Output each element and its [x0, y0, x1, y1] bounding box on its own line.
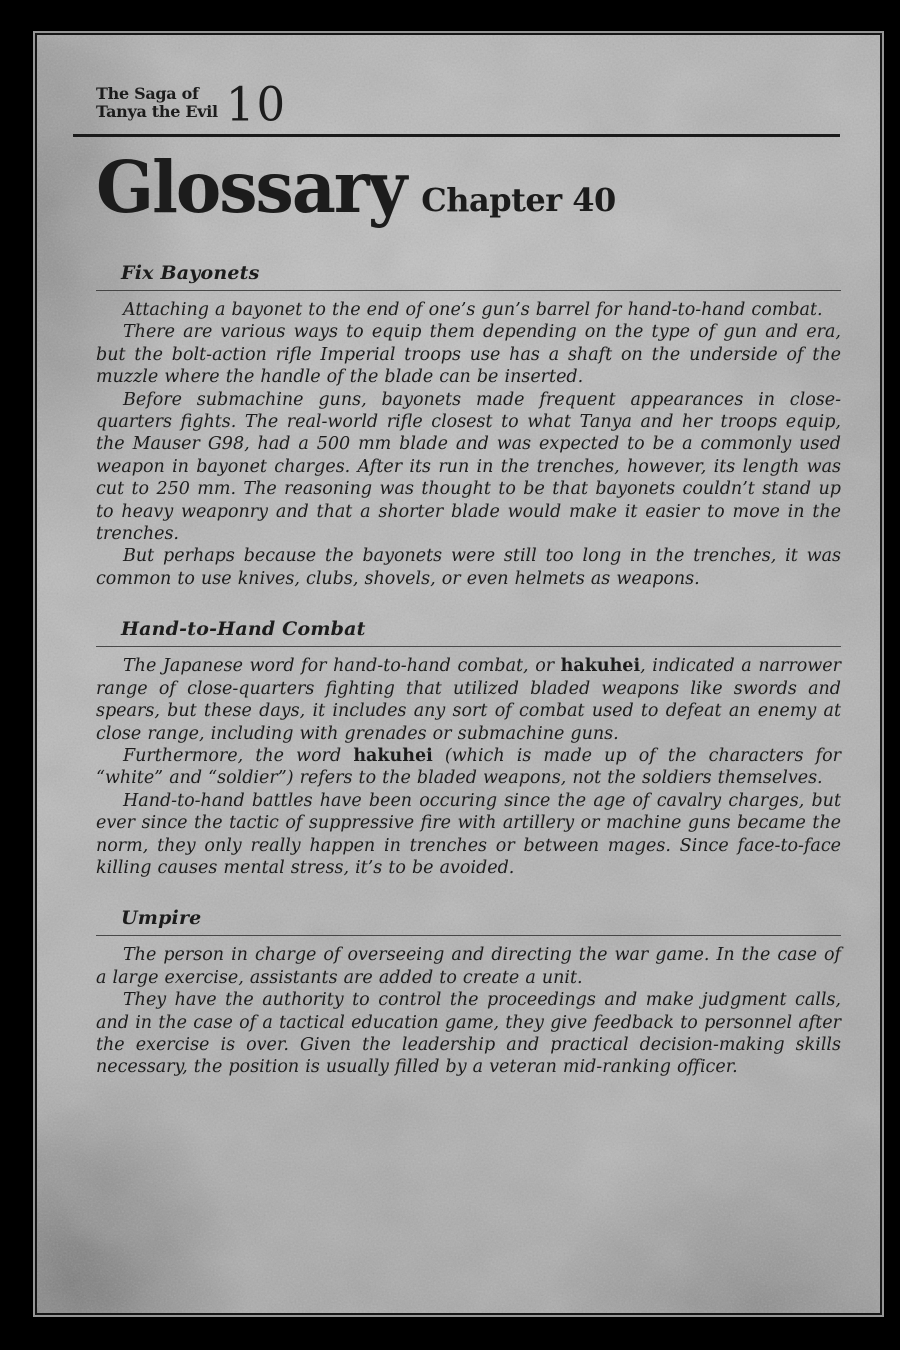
page-content — [37, 35, 880, 1313]
page-title: Glossary — [96, 146, 406, 230]
glossary-sections — [96, 261, 841, 1079]
book-page — [35, 33, 882, 1315]
paragraph-text: There are various ways to equip them depending on the type of gun and era, but the bolt-action rifle Imperial troops use has a shaft on the underside of the muzzle where the handle of the blade can be inserted. — [96, 322, 841, 388]
title-block — [96, 146, 840, 230]
entry-paragraph — [96, 745, 841, 790]
entry-rule — [96, 935, 841, 936]
roman-term: hakuhei — [560, 656, 641, 677]
paragraph-text: Before submachine guns, bayonets made frequent appearances in close-quarters fights. The real-world rifle closest to what Tanya and her troops equip, the Mauser G98, had a 500 mm blade and was expected to be a commonly used weapon in bayonet charges. After its run in the trenches, however, its length was cut to 250 mm. The reasoning was thought to be that bayonets couldn’t stand up to heavy weaponry and that a shorter blade would make it easier to move in the trenches. — [96, 389, 841, 545]
series-logo — [96, 76, 840, 133]
entry-paragraph — [96, 389, 841, 546]
page-header — [73, 35, 840, 230]
chapter-label: Chapter 40 — [421, 181, 616, 219]
glossary-entry — [96, 261, 841, 590]
logo-line-1: The Saga of — [96, 84, 199, 103]
header-rule — [73, 134, 840, 137]
logo-line-2: Tanya the Evil — [96, 102, 218, 121]
paragraph-text: (which is made up of the characters for “white” and “soldier”) refers to the bladed weapons, not the soldiers themselves. — [96, 745, 841, 789]
entry-paragraph — [96, 655, 841, 745]
entry-paragraph — [96, 944, 841, 989]
entry-rule — [96, 290, 841, 291]
paragraph-text: The person in charge of overseeing and directing the war game. In the case of a large exercise, assistants are added to create a unit. — [96, 945, 841, 988]
entry-rule — [96, 646, 841, 647]
entry-body — [96, 944, 841, 1078]
entry-paragraph — [96, 545, 841, 590]
entry-heading: Fix Bayonets — [121, 262, 260, 284]
entry-paragraph — [96, 989, 841, 1079]
entry-paragraph — [96, 790, 841, 880]
entry-heading: Hand-to-Hand Combat — [121, 618, 366, 641]
paragraph-text: The Japanese word for hand-to-hand combat, or — [123, 656, 561, 677]
glossary-entry — [96, 617, 841, 879]
entry-heading: Umpire — [121, 907, 202, 930]
entry-paragraph — [96, 299, 841, 321]
paragraph-text: But perhaps because the bayonets were still too long in the trenches, it was common to use knives, clubs, shovels, or even helmets as weapons. — [96, 546, 841, 589]
series-logo-text — [96, 85, 218, 121]
entry-body — [96, 655, 841, 879]
entry-paragraph — [96, 321, 841, 388]
paragraph-text: , indicated a narrower range of close-quarters fighting that utilized bladed weapons like swords and spears, but these days, it includes any sort of combat used to defeat an enemy at close range, including with grenades or submachine guns. — [96, 656, 841, 744]
paragraph-text: They have the authority to control the proceedings and make judgment calls, and in the case of a tactical education game, they give feedback to personnel after the exercise is over. Given the leadership and practical decision-making skills necessary, the position is usually filled by a veteran mid-ranking officer. — [96, 990, 841, 1078]
paragraph-text: Hand-to-hand battles have been occuring since the age of cavalry charges, but ever since the tactic of suppressive fire with artillery or machine guns became the norm, they only really happen in trenches or between mages. Since face-to-face killing causes mental stress, it’s to be avoided. — [96, 790, 841, 878]
paragraph-text: Furthermore, the word — [123, 745, 354, 766]
entry-body — [96, 299, 841, 590]
paragraph-text: Attaching a bayonet to the end of one’s gun’s barrel for hand-to-hand combat. — [123, 300, 823, 320]
volume-number: 10 — [225, 76, 288, 133]
roman-term: hakuhei — [353, 745, 433, 766]
glossary-entry — [96, 906, 841, 1078]
